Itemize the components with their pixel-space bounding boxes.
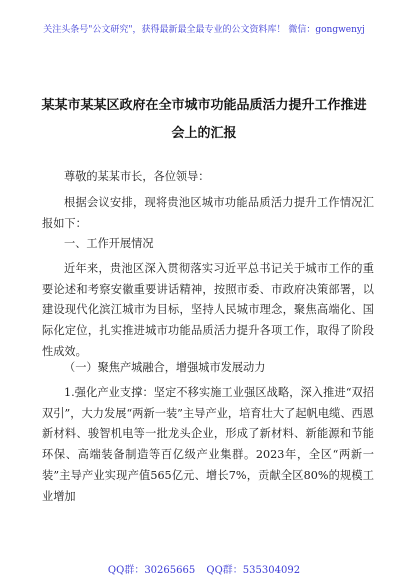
document-title-continued: 会上的汇报: [171, 126, 237, 141]
document-title: 某某市某某区政府在全市城市功能品质活力提升工作推进: [41, 98, 367, 113]
footer-qq-group-1: QQ群：30265665: [107, 565, 196, 576]
subsection-heading: （一）聚焦产城融合，增强城市发展动力: [64, 361, 266, 374]
body-paragraph: 1.强化产业支撑：坚定不移实施工业强区战略，深入推进“双招双引”，大力发展“两新一装”主导产业，培育壮大了起帆电缆、西恩新材料、骏智机电等一批龙头企业，形成了新材料、新能源和节能环保、高端装备制造等百亿级产业集群。2023年，全区“两新一装”主导产业实现产值565亿元、增长7%，贡献全区80%的规模工业增加: [42, 386, 374, 503]
footer: [0, 561, 408, 576]
salutation: 尊敬的某某市长，各位领导：: [64, 170, 210, 183]
footer-qq-group-2: QQ群：535304092: [206, 565, 301, 576]
body-paragraph: 近年来，贵池区深入贯彻落实习近平总书记关于城市工作的重要论述和考察安徽重要讲话精神，按照市委、市政府决策部署，以建设现代化滨江城市为目标，坚持人民城市理念，聚焦高端化、国际化定位，扎实推进城市功能品质活力提升各项工作，取得了阶段性成效。: [42, 262, 374, 358]
header-banner: 关注头条号"公文研究"，获得最新最全最专业的公文资料库！ 微信：gongwenyj: [43, 25, 365, 35]
section-heading: 一、工作开展情况: [64, 237, 154, 250]
intro-paragraph: 根据会议安排，现将贵池区城市功能品质活力提升工作情况汇报如下：: [42, 196, 374, 230]
